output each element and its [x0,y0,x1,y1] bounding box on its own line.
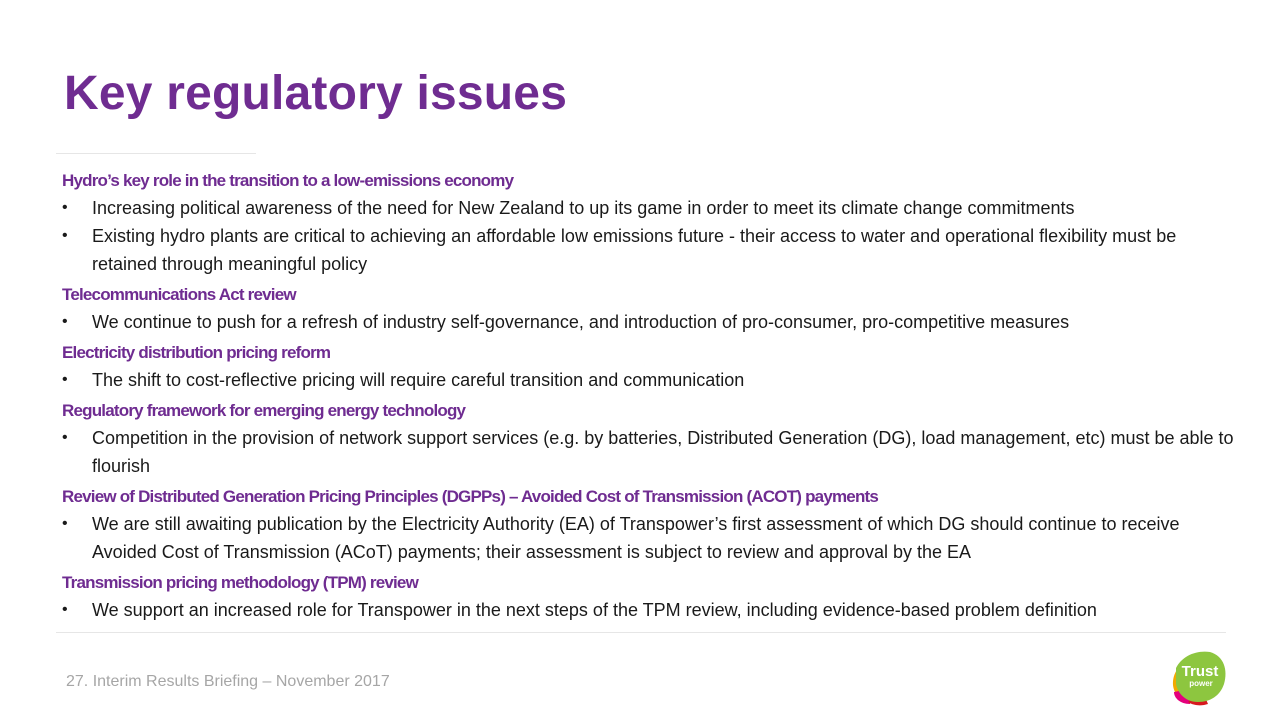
issues-list [62,170,1242,624]
bullet-dot: • [62,199,68,216]
bullet-text: We support an increased role for Transpower in the next steps of the TPM review, including evidence-based problem definition [92,600,1097,620]
bullet-item [62,510,1242,566]
bullet-dot: • [62,601,68,618]
section-tpm [62,572,1242,624]
bullet-item [62,308,1242,336]
section-heading: Telecommunications Act review [62,285,296,304]
section-heading: Hydro’s key role in the transition to a low-emissions economy [62,171,514,190]
bullet-dot: • [62,227,68,244]
bullet-dot: • [62,313,68,330]
bullet-dot: • [62,371,68,388]
section-heading: Review of Distributed Generation Pricing Principles (DGPPs) – Avoided Cost of Transmission (ACOT) payments [62,487,879,506]
section-telecommunications [62,284,1242,336]
page-title: Key regulatory issues [64,67,568,120]
section-heading: Electricity distribution pricing reform [62,343,331,362]
bullet-text: We are still awaiting publication by the Electricity Authority (EA) of Transpower’s first assessment of which DG should continue to receive Avoided Cost of Transmission (ACoT) payments; their assessment is subject to review and approval by the EA [92,514,1180,562]
bullet-text: Increasing political awareness of the need for New Zealand to up its game in order to meet its climate change commitments [92,198,1075,218]
logo-word-power: power [1189,679,1213,688]
bullet-text: The shift to cost-reflective pricing will require careful transition and communication [92,370,745,390]
section-heading: Regulatory framework for emerging energy technology [62,401,466,420]
title-divider [56,153,256,154]
bullet-item [62,596,1242,624]
footer-text: 27. Interim Results Briefing – November 2017 [66,673,390,690]
section-heading: Transmission pricing methodology (TPM) review [62,573,419,592]
bullet-item [62,222,1242,278]
section-hydro [62,170,1242,278]
bullet-text: We continue to push for a refresh of industry self-governance, and introduction of pro-consumer, pro-competitive measures [92,312,1070,332]
section-dgpps [62,486,1242,566]
footer-divider [56,632,1226,633]
bullet-dot: • [62,515,68,532]
bullet-dot: • [62,429,68,446]
section-energy-technology [62,400,1242,480]
section-distribution-pricing [62,342,1242,394]
logo-word-trust: Trust [1181,663,1219,680]
bullet-item [62,366,1242,394]
bullet-item [62,424,1242,480]
bullet-text: Competition in the provision of network support services (e.g. by batteries, Distributed Generation (DG), load management, etc) must be able to flourish [92,428,1234,476]
trustpower-logo [1168,648,1228,706]
bullet-text: Existing hydro plants are critical to achieving an affordable low emissions future - their access to water and operational flexibility must be retained through meaningful policy [92,226,1177,274]
bullet-item [62,194,1242,222]
